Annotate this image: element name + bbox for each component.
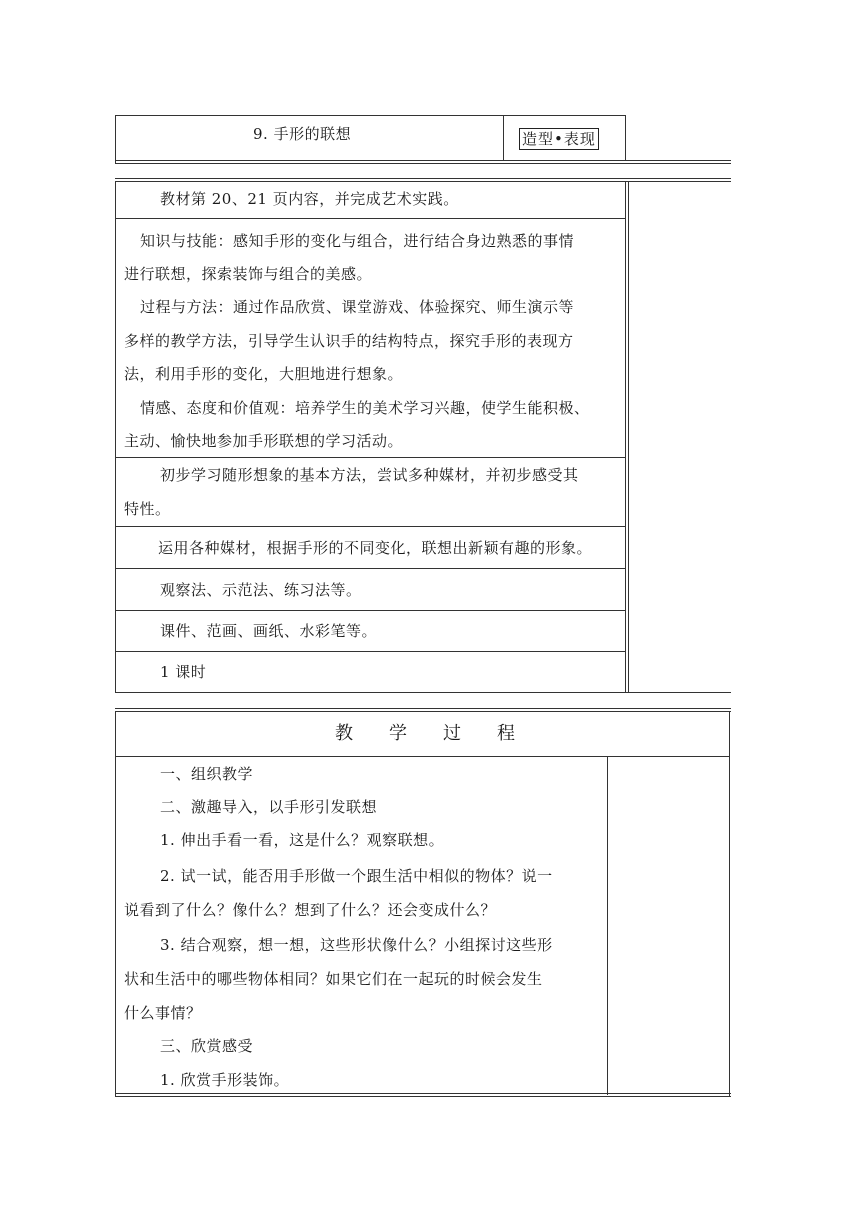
process-line: 3. 结合观察，想一想，这些形状像什么？小组探讨这些形 bbox=[160, 936, 553, 954]
process-heading: 教 学 过 程 bbox=[335, 723, 515, 744]
lesson-title: 9. 手形的联想 bbox=[253, 125, 352, 143]
preparation-text: 课件、范画、画纸、水彩笔等。 bbox=[160, 622, 378, 640]
methods-text: 观察法、示范法、练习法等。 bbox=[160, 581, 362, 599]
content-text: 教材第 20、21 页内容，并完成艺术实践。 bbox=[160, 190, 459, 208]
key-point-line-1: 初步学习随形想象的基本方法，尝试多种媒材，并初步感受其 bbox=[160, 466, 579, 484]
process-line: 1. 欣赏手形装饰。 bbox=[160, 1071, 290, 1089]
process-line: 说看到了什么？像什么？想到了什么？还会变成什么？ bbox=[124, 901, 497, 919]
objective-knowledge-line-2: 进行联想，探索装饰与组合的美感。 bbox=[124, 265, 373, 283]
process-line: 三、欣赏感受 bbox=[160, 1037, 254, 1055]
category-tag: 造型•表现 bbox=[519, 128, 599, 150]
difficulty-text: 运用各种媒材，根据手形的不同变化，联想出新颖有趣的形象。 bbox=[158, 539, 593, 557]
objective-process-line-2: 多样的教学方法，引导学生认识手的结构特点，探究手形的表现方 bbox=[124, 332, 574, 350]
objective-knowledge-line-1: 知识与技能：感知手形的变化与组合，进行结合身边熟悉的事情 bbox=[140, 232, 575, 250]
objective-process-line-3: 法，利用手形的变化，大胆地进行想象。 bbox=[124, 365, 404, 383]
process-line: 什么事情？ bbox=[124, 1004, 202, 1022]
objective-emotion-line-2: 主动、愉快地参加手形联想的学习活动。 bbox=[124, 432, 404, 450]
process-line: 二、激趣导入，以手形引发联想 bbox=[160, 798, 378, 816]
process-line: 2. 试一试，能否用手形做一个跟生活中相似的物体？说一 bbox=[160, 867, 553, 885]
objective-emotion-line-1: 情感、态度和价值观：培养学生的美术学习兴趣，使学生能积极、 bbox=[140, 399, 590, 417]
process-line: 1. 伸出手看一看，这是什么？观察联想。 bbox=[160, 831, 445, 849]
objective-process-line-1: 过程与方法：通过作品欣赏、课堂游戏、体验探究、师生演示等 bbox=[140, 298, 575, 316]
process-line: 一、组织教学 bbox=[160, 765, 254, 783]
duration-text: 1 课时 bbox=[160, 663, 207, 681]
process-line: 状和生活中的哪些物体相同？如果它们在一起玩的时候会发生 bbox=[124, 970, 543, 988]
key-point-line-2: 特性。 bbox=[124, 500, 171, 518]
